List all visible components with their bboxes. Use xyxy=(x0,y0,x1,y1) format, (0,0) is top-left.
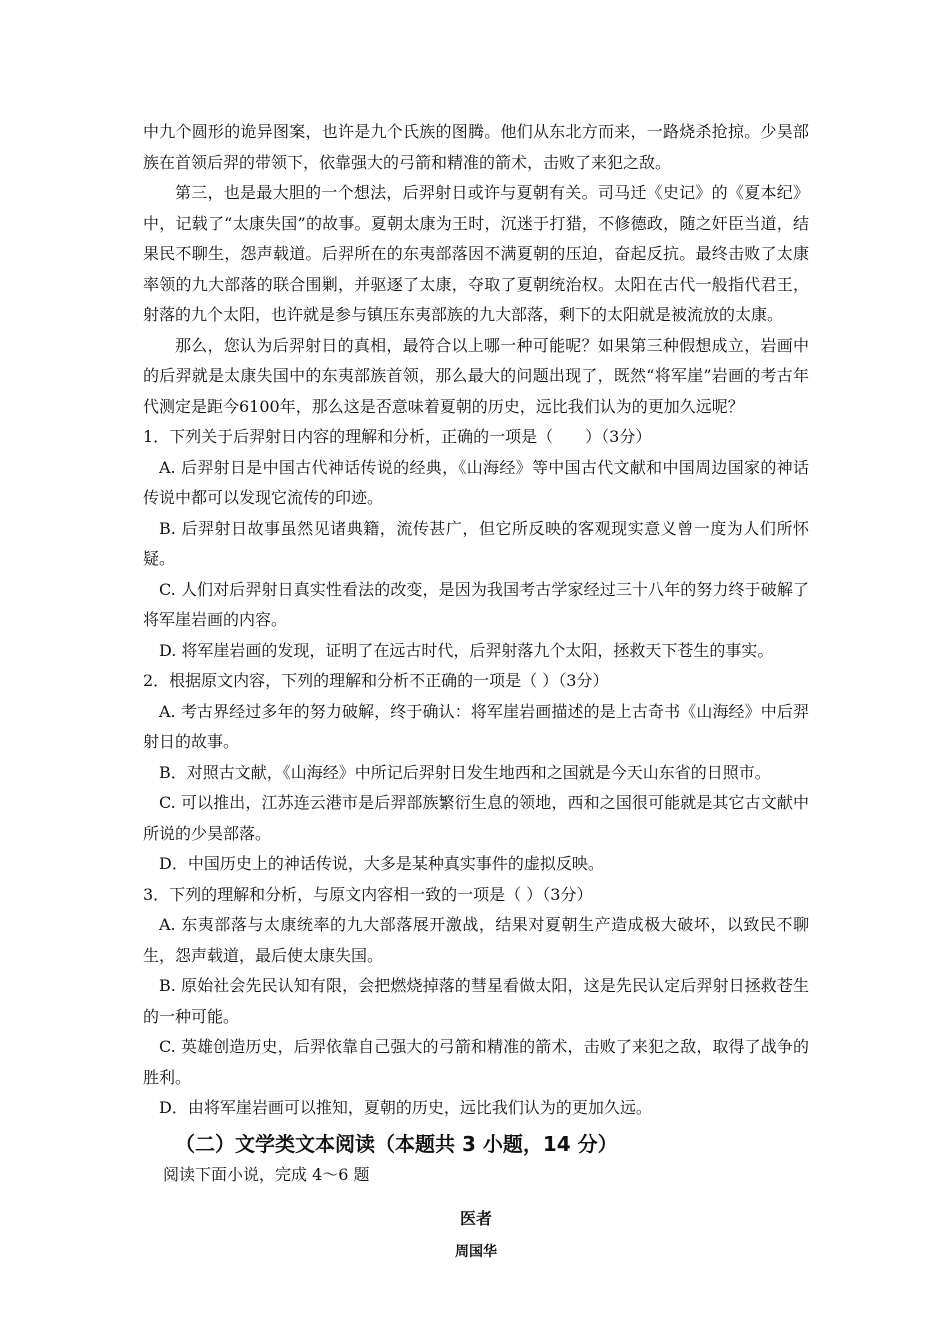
story-author: 周国华 xyxy=(455,1243,497,1260)
section-instruction: 阅读下面小说，完成 4～6 题 xyxy=(163,1164,370,1184)
passage-paragraph-3: 那么，您认为后羿射日的真相，最符合以上哪一种可能呢？如果第三种假想成立，岩画中的后羿就是太康失国中的东夷部族首领，那么最大的问题出现了，既然“将军崖”岩画的考古年代测定是距今6100年，那么这是否意味着夏朝的历史，远比我们认为的更加久远呢？ xyxy=(143,335,809,416)
option-c: C. 可以推出，江苏连云港市是后羿部族繁衍生息的领地，西和之国很可能就是其它古文献中所说的少昊部落。 xyxy=(143,793,809,843)
question-stem: 2．根据原文内容，下列的理解和分析不正确的一项是（ ）（3分） xyxy=(143,671,609,690)
option-a: A. 东夷部落与太康统率的九大部落展开激战，结果对夏朝生产造成极大破坏，以致民不聊生，怨声载道，最后使太康失国。 xyxy=(143,915,809,965)
passage-paragraph-2: 第三，也是最大胆的一个想法，后羿射日或许与夏朝有关。司马迁《史记》的《夏本纪》中，记载了“太康失国”的故事。夏朝太康为王时，沉迷于打猎，不修德政，随之奸臣当道，结果民不聊生，怨声载道。后羿所在的东夷部落因不满夏朝的压迫，奋起反抗。最终击败了太康率领的九大部落的联合围剿，并驱逐了太康，夺取了夏朝统治权。太阳在古代一般指代君王，射落的九个太阳，也许就是参与镇压东夷部族的九大部落，剩下的太阳就是被流放的太康。 xyxy=(143,183,809,324)
question-2 xyxy=(143,666,809,880)
section-heading: （二）文学类文本阅读（本题共 3 小题，14 分） xyxy=(175,1131,618,1156)
option-a: A. 考古界经过多年的努力破解，终于确认：将军崖岩画描述的是上古奇书《山海经》中后羿射日的故事。 xyxy=(143,701,809,751)
page-content xyxy=(143,117,809,1266)
passage-paragraph-1: 中九个圆形的诡异图案，也许是九个氏族的图腾。他们从东北方而来，一路烧杀抢掠。少昊部族在首领后羿的带领下，依靠强大的弓箭和精准的箭术，击败了来犯之敌。 xyxy=(143,122,809,172)
question-stem: 1．下列关于后羿射日内容的理解和分析，正确的一项是（ ）（3分） xyxy=(143,427,652,446)
option-d: D．由将军崖岩画可以推知，夏朝的历史，远比我们认为的更加久远。 xyxy=(159,1098,652,1117)
option-b: B．对照古文献，《山海经》中所记后羿射日发生地西和之国就是今天山东省的日照市。 xyxy=(159,762,771,782)
option-b: B. 原始社会先民认知有限，会把燃烧掉落的彗星看做太阳，这是先民认定后羿射日拯救苍生的一种可能。 xyxy=(143,976,809,1026)
option-c: C. 人们对后羿射日真实性看法的改变，是因为我国考古学家经过三十八年的努力终于破解了将军崖岩画的内容。 xyxy=(143,579,809,629)
story-title: 医者 xyxy=(459,1208,492,1228)
question-3 xyxy=(143,880,809,1124)
option-d: D．中国历史上的神话传说，大多是某种真实事件的虚拟反映。 xyxy=(159,854,604,873)
option-b: B. 后羿射日故事虽然见诸典籍，流传甚广，但它所反映的客观现实意义曾一度为人们所怀疑。 xyxy=(143,518,809,568)
option-d: D. 将军崖岩画的发现，证明了在远古时代，后羿射落九个太阳，拯救天下苍生的事实。 xyxy=(159,640,774,660)
option-c: C. 英雄创造历史，后羿依靠自己强大的弓箭和精准的箭术，击败了来犯之敌，取得了战争的胜利。 xyxy=(143,1037,809,1087)
option-a: A. 后羿射日是中国古代神话传说的经典，《山海经》等中国古代文献和中国周边国家的神话传说中都可以发现它流传的印迹。 xyxy=(143,457,809,507)
question-stem: 3．下列的理解和分析，与原文内容相一致的一项是（ ）（3分） xyxy=(143,884,593,904)
question-1 xyxy=(143,422,809,666)
